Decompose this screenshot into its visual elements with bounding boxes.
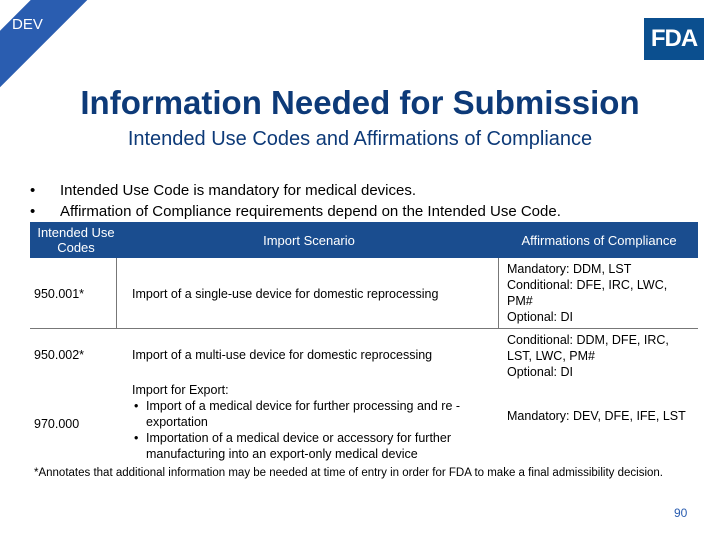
table-cell-code: 950.001* [34, 287, 85, 301]
bullet-icon: • [30, 203, 36, 220]
scenario-intro: Import for Export: [132, 383, 229, 397]
header-intended-use-codes: Intended Use Codes [37, 225, 115, 255]
header-import-scenario: Import Scenario [263, 232, 355, 248]
affirmation-line: Mandatory: DEV, DFE, IFE, LST [507, 409, 686, 423]
table-cell-scenario: Import of a single-use device for domestic reprocessing [132, 287, 439, 301]
scenario-list [132, 398, 492, 462]
affirmation-line: Optional: DI [507, 310, 574, 324]
page-title: Information Needed for Submission [80, 84, 640, 121]
table-cell-scenario: Import of a multi-use device for domestic reprocessing [132, 348, 433, 362]
table-cell-code: 970.000 [34, 417, 80, 431]
row-divider [30, 328, 698, 329]
table-header [30, 222, 698, 258]
affirmation-line: Conditional: DFE, IRC, LWC, PM# [507, 278, 668, 308]
dev-label: DEV [12, 16, 43, 33]
affirmation-line: Mandatory: DDM, LST [507, 262, 632, 276]
dev-banner [0, 0, 100, 93]
bullet-item [30, 201, 561, 222]
footnote: *Annotates that additional information may be needed at time of entry in order for FDA to make a final admissibility decision. [34, 467, 663, 479]
header-affirmations: Affirmations of Compliance [521, 232, 677, 248]
bullet-list [30, 180, 561, 222]
bullet-text: Intended Use Code is mandatory for medical devices. [60, 182, 417, 199]
fda-logo: FDA [644, 18, 704, 60]
table-cell-code: 950.002* [34, 348, 85, 362]
affirmation-line: Conditional: DDM, DFE, IRC, LST, LWC, PM# [507, 333, 669, 363]
scenario-list-item: • Import of a medical device for further processing and re -exportation [146, 398, 492, 430]
table-cell-affirmations [507, 261, 695, 325]
column-divider [498, 258, 499, 328]
column-divider [116, 258, 117, 328]
scenario-list-item: • Importation of a medical device or accessory for further manufacturing into an export-only medical device [146, 430, 492, 462]
page-number: 90 [674, 506, 688, 520]
table-cell-affirmations [507, 408, 695, 424]
bullet-icon: • [30, 182, 36, 199]
table-cell-affirmations [507, 332, 695, 380]
bullet-text: Affirmation of Compliance requirements depend on the Intended Use Code. [60, 203, 561, 220]
bullet-item [30, 180, 561, 201]
table-cell-scenario [132, 382, 492, 462]
affirmation-line: Optional: DI [507, 365, 574, 379]
page-subtitle: Intended Use Codes and Affirmations of Compliance [127, 128, 593, 150]
